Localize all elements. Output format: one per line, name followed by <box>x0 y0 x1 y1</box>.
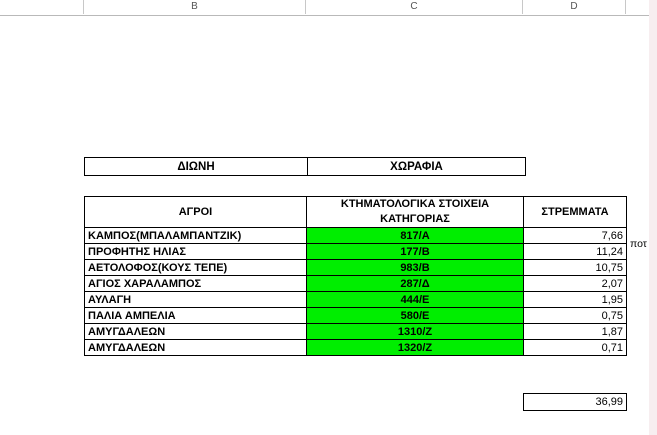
cell-category[interactable]: 817/Α <box>307 228 524 244</box>
header-cell-name[interactable]: ΑΓΡΟΙ <box>85 197 307 228</box>
cell-category[interactable]: 1310/Ζ <box>307 324 524 340</box>
cell-name[interactable]: ΑΜΥΓΔΑΛΕΩΝ <box>85 340 307 356</box>
column-header-e[interactable] <box>626 0 649 14</box>
cell-category[interactable]: 177/Β <box>307 244 524 260</box>
cell-area[interactable]: 1,87 <box>524 324 627 340</box>
cell-name[interactable]: ΑΜΥΓΔΑΛΕΩΝ <box>85 324 307 340</box>
table-row <box>85 260 627 276</box>
column-header-c[interactable]: C <box>306 0 523 14</box>
table-header-row <box>85 197 627 228</box>
title-row <box>84 157 526 176</box>
cell-category[interactable]: 983/Β <box>307 260 524 276</box>
cell-area[interactable]: 0,71 <box>524 340 627 356</box>
cell-name[interactable]: ΑΓΙΟΣ ΧΑΡΑΛΑΜΠΟΣ <box>85 276 307 292</box>
table-row <box>85 340 627 356</box>
cell-category[interactable]: 287/Δ <box>307 276 524 292</box>
cell-area[interactable]: 7,66 <box>524 228 627 244</box>
title-right-cell[interactable]: ΧΩΡΑΦΙΑ <box>308 158 526 176</box>
cell-category[interactable]: 1320/Ζ <box>307 340 524 356</box>
table-row <box>85 244 627 260</box>
cell-name[interactable]: ΑΥΛΑΓΗ <box>85 292 307 308</box>
table-row <box>85 276 627 292</box>
header-category-line1: ΚΤΗΜΑΤΟΛΟΓΙΚΑ ΣΤΟΙΧΕΙΑ <box>340 198 490 210</box>
table-row <box>524 394 627 411</box>
table-row <box>85 324 627 340</box>
column-header-a[interactable] <box>0 0 84 14</box>
header-cell-area[interactable]: ΣΤΡΕΜΜΑΤΑ <box>524 197 627 228</box>
cell-category[interactable]: 580/Ε <box>307 308 524 324</box>
cell-name[interactable]: ΠΡΟΦΗΤΗΣ ΗΛΙΑΣ <box>85 244 307 260</box>
column-header-d[interactable]: D <box>523 0 626 14</box>
cell-name[interactable]: ΚΑΜΠΟΣ(ΜΠΑΛΑΜΠΑΝΤΖΙΚ) <box>85 228 307 244</box>
total-area-cell[interactable]: 36,99 <box>524 394 627 411</box>
total-row <box>523 393 627 411</box>
cell-category[interactable]: 444/Ε <box>307 292 524 308</box>
fields-table <box>84 196 627 356</box>
cell-area[interactable]: 2,07 <box>524 276 627 292</box>
table-row <box>85 308 627 324</box>
header-cell-category[interactable] <box>307 197 524 228</box>
cell-name[interactable]: ΠΑΛΙΑ ΑΜΠΕΛΙΑ <box>85 308 307 324</box>
cell-area[interactable]: 10,75 <box>524 260 627 276</box>
table-row <box>85 228 627 244</box>
header-category-line2: ΚΑΤΗΓΟΡΙΑΣ <box>380 213 450 225</box>
side-note-text: ποτ <box>630 238 647 250</box>
cell-area[interactable]: 11,24 <box>524 244 627 260</box>
cell-name[interactable]: ΑΕΤΟΛΟΦΟΣ(ΚΟΥΣ ΤΕΠΕ) <box>85 260 307 276</box>
title-left-cell[interactable]: ΔΙΩΝΗ <box>85 158 308 176</box>
column-header-b[interactable]: B <box>84 0 306 14</box>
page-edge-strip <box>649 0 657 435</box>
table-row <box>85 158 526 176</box>
cell-area[interactable]: 0,75 <box>524 308 627 324</box>
column-header-band <box>0 0 649 16</box>
table-row <box>85 292 627 308</box>
cell-area[interactable]: 1,95 <box>524 292 627 308</box>
